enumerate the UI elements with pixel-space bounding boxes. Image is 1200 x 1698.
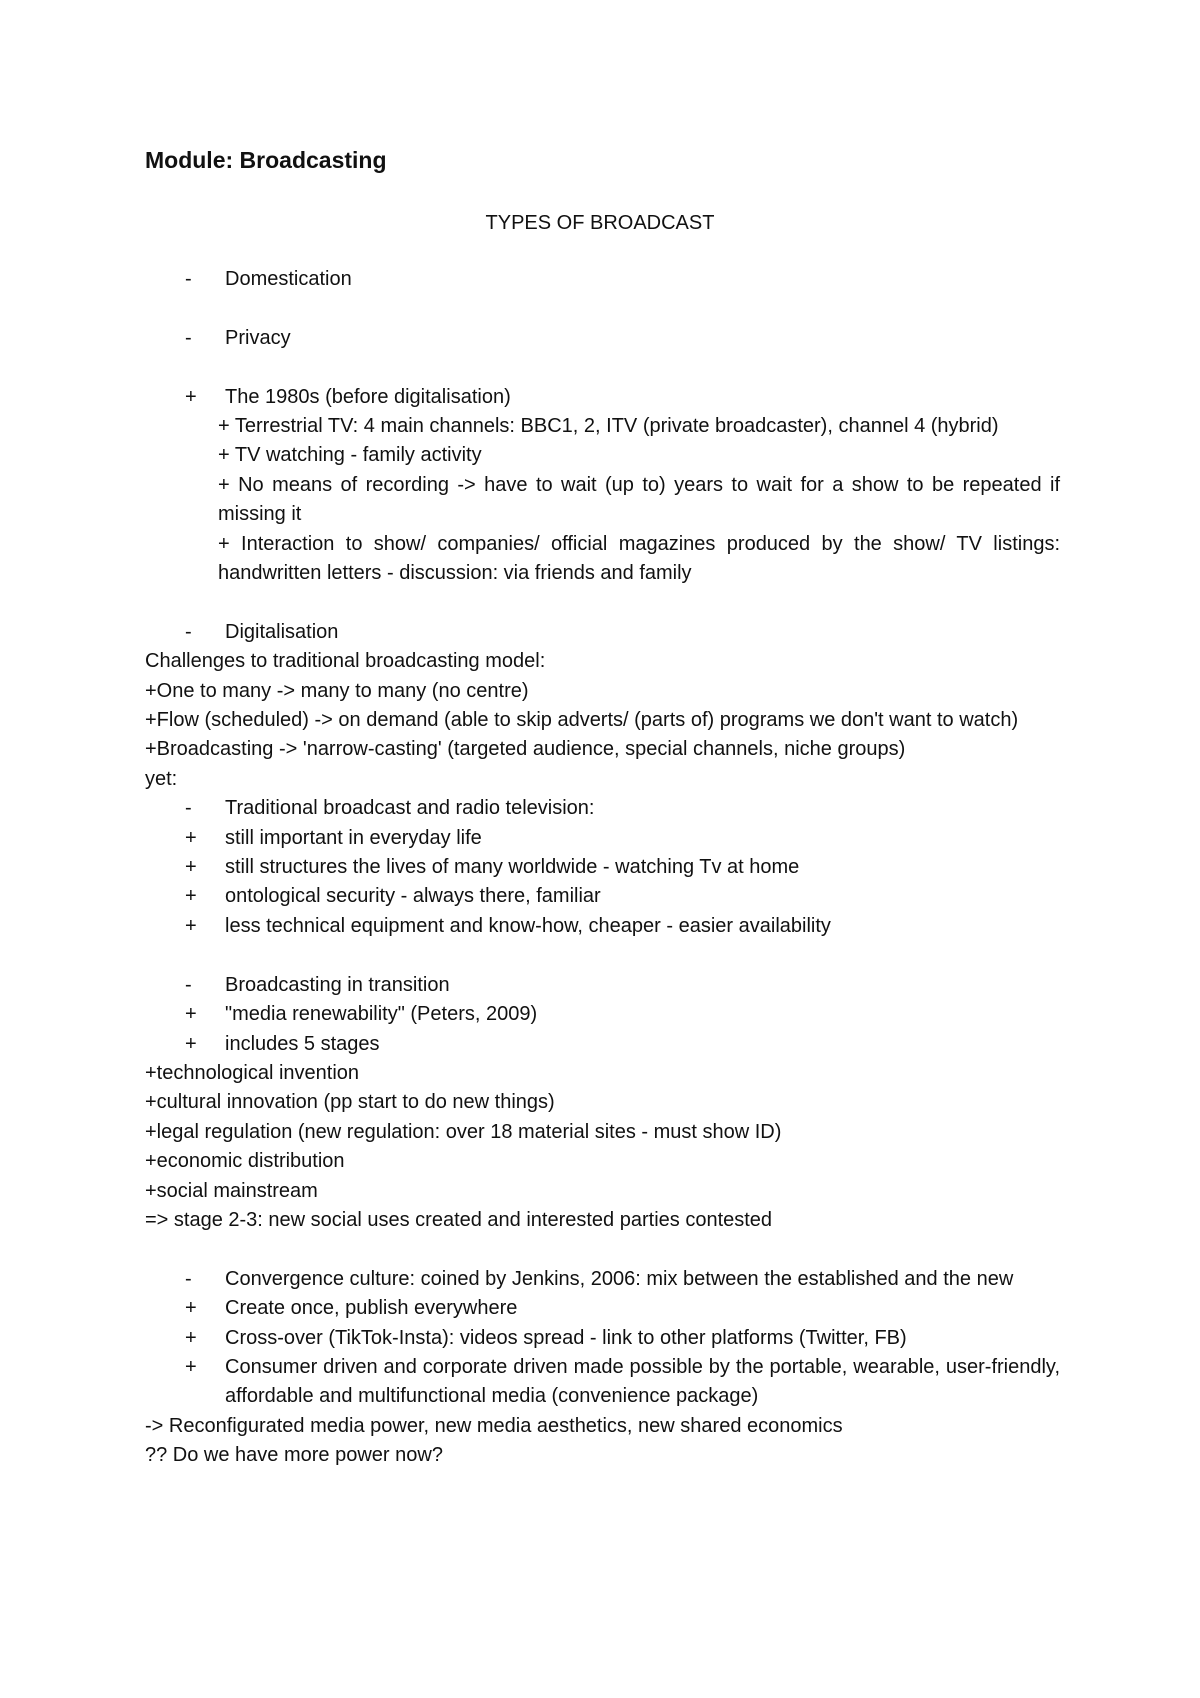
bullet-text: Privacy [225,326,291,349]
bullet-marker: + [185,885,197,908]
list-item [145,265,1060,294]
sub-item: + Interaction to show/ companies/ official magazines produced by the show/ TV listings: handwritten letters - discussion: via friends and family [218,532,1060,585]
paragraph: +social mainstream [145,1179,318,1202]
sub-item: + No means of recording -> have to wait (up to) years to wait for a show to be repeated if missing it [218,473,1060,526]
list-item [145,1030,1060,1059]
list-item [145,1000,1060,1029]
bullet-text: Create once, publish everywhere [225,1297,518,1320]
paragraph: +Flow (scheduled) -> on demand (able to skip adverts/ (parts of) programs we don't want to watch) [145,709,1019,732]
list-item [145,1353,1060,1412]
document-body [145,265,1060,1471]
bullet-text: includes 5 stages [225,1032,380,1055]
bullet-text: Traditional broadcast and radio television: [225,797,595,820]
list-item [145,824,1060,853]
bullet-text: Digitalisation [225,620,339,643]
paragraph: +technological invention [145,1061,360,1084]
bullet-marker: + [185,1003,197,1026]
bullet-text: still structures the lives of many worldwide - watching Tv at home [225,856,800,879]
bullet-marker: + [185,1297,197,1320]
bullet-text: ontological security - always there, familiar [225,885,601,908]
list-item [145,853,1060,882]
bullet-text: Convergence culture: coined by Jenkins, 2006: mix between the established and the new [225,1267,1014,1290]
paragraph: +Broadcasting -> 'narrow-casting' (targeted audience, special channels, niche groups) [145,738,906,761]
bullet-text: "media renewability" (Peters, 2009) [225,1003,538,1026]
paragraph: +legal regulation (new regulation: over 18 material sites - must show ID) [145,1120,782,1143]
bullet-text: less technical equipment and know-how, cheaper - easier availability [225,914,831,937]
list-item [145,971,1060,1000]
bullet-marker: - [185,1267,192,1290]
bullet-marker: - [185,620,192,643]
bullet-marker: - [185,797,192,820]
bullet-text: Broadcasting in transition [225,973,450,996]
bullet-text: Consumer driven and corporate driven made possible by the portable, wearable, user-friendly, affordable and multifunctional media (convenience package) [225,1355,1060,1408]
sub-item: + TV watching - family activity [218,444,482,467]
list-item [145,794,1060,823]
bullet-marker: + [185,914,197,937]
paragraph: Challenges to traditional broadcasting model: [145,650,546,673]
bullet-marker: + [185,1032,197,1055]
list-item [145,1265,1060,1294]
paragraph: +economic distribution [145,1150,345,1173]
bullet-marker: + [185,826,197,849]
list-item [145,324,1060,353]
bullet-text: Cross-over (TikTok-Insta): videos spread - link to other platforms (Twitter, FB) [225,1326,907,1349]
paragraph: +One to many -> many to many (no centre) [145,679,529,702]
list-item [145,383,1060,412]
bullet-marker: + [185,1326,197,1349]
list-item [145,1324,1060,1353]
bullet-marker: + [185,385,197,408]
list-item [145,618,1060,647]
sub-item: + Terrestrial TV: 4 main channels: BBC1, 2, ITV (private broadcaster), channel 4 (hybrid) [218,415,999,437]
list-item [145,882,1060,911]
bullet-marker: - [185,326,192,349]
list-item [145,1294,1060,1323]
bullet-marker: - [185,268,192,290]
list-item [145,912,1060,941]
bullet-text: The 1980s (before digitalisation) [225,385,511,408]
bullet-text: Domestication [225,268,352,290]
paragraph: => stage 2-3: new social uses created and interested parties contested [145,1208,773,1231]
paragraph: -> Reconfigurated media power, new media aesthetics, new shared economics [145,1414,843,1437]
module-title: Module: Broadcasting [145,147,387,173]
paragraph: +cultural innovation (pp start to do new things) [145,1091,555,1114]
bullet-marker: + [185,856,197,879]
paragraph: yet: [145,767,178,790]
section-title: TYPES OF BROADCAST [485,212,715,234]
bullet-marker: - [185,973,192,996]
bullet-marker: + [185,1355,197,1378]
bullet-text: still important in everyday life [225,826,482,849]
paragraph: ?? Do we have more power now? [145,1444,443,1467]
